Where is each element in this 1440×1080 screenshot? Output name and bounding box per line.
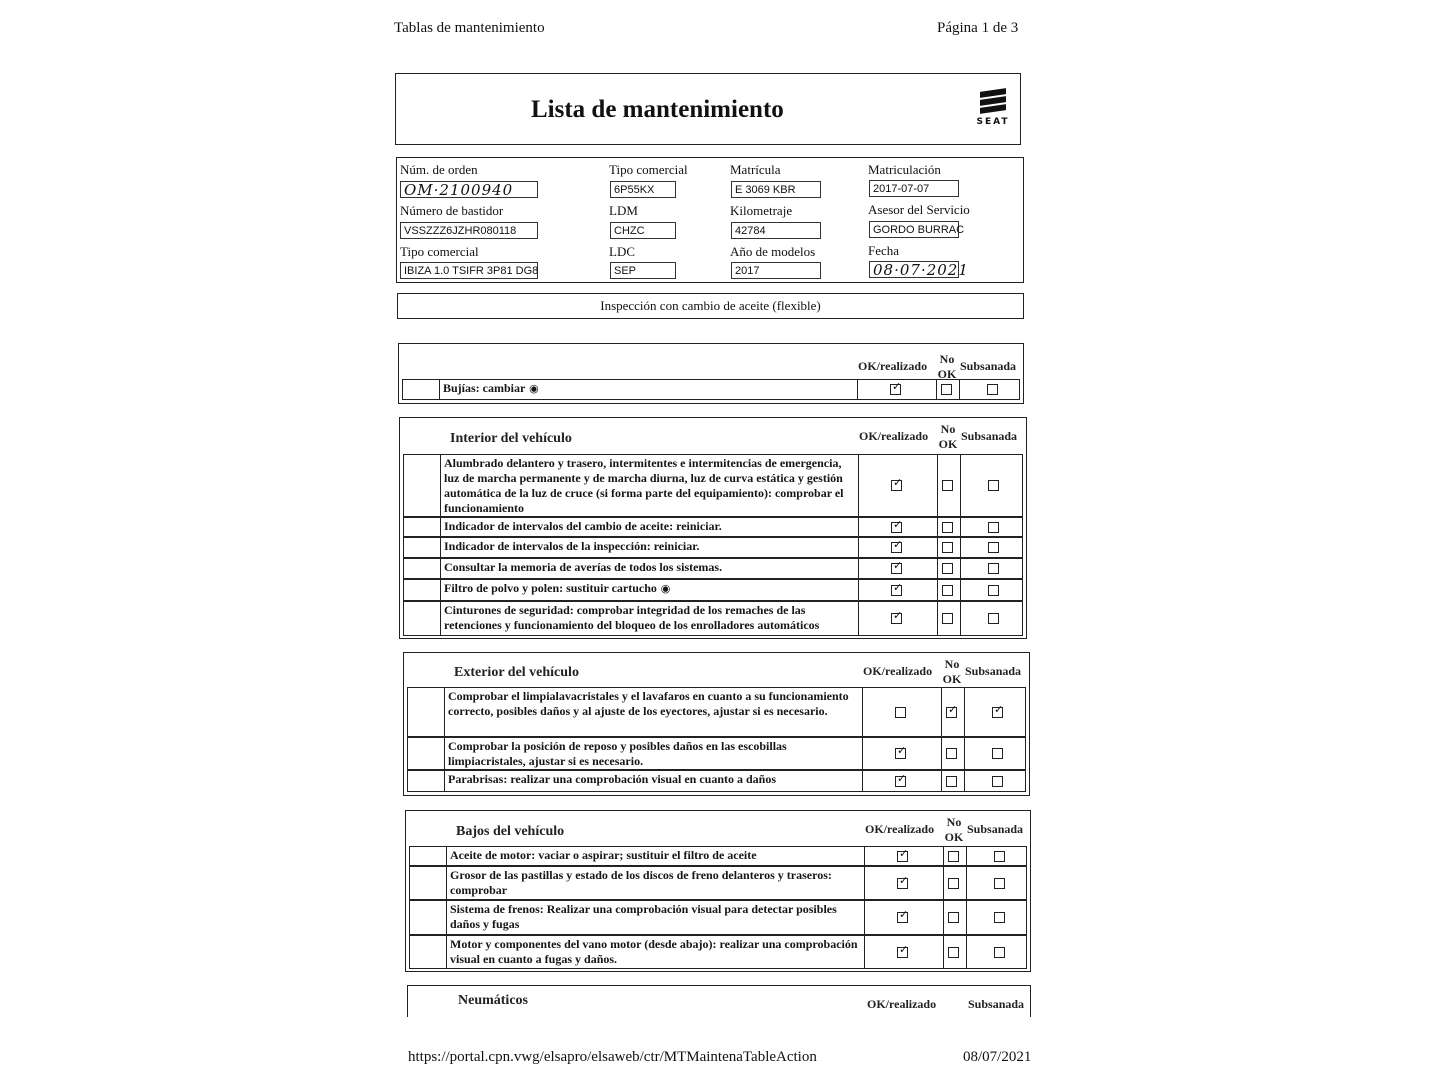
row-text <box>450 937 865 967</box>
sub-checkbox[interactable] <box>994 851 1005 862</box>
column-divider <box>937 580 938 600</box>
row-text <box>450 868 865 898</box>
column-divider <box>858 455 859 516</box>
check-mark-icon: ✓ <box>899 908 909 921</box>
nok-checkbox[interactable] <box>942 563 953 574</box>
checklist-row <box>409 846 1027 866</box>
column-divider <box>960 455 961 516</box>
anio-label: Año de modelos <box>730 244 816 259</box>
column-divider <box>864 847 865 865</box>
check-mark-icon: ✓ <box>994 703 1004 716</box>
footer-url[interactable]: https://portal.cpn.vwg/elsapro/elsaweb/ctr/MTMaintenaTableAction <box>408 1049 817 1065</box>
checklist-row <box>403 601 1023 636</box>
column-divider <box>862 738 863 769</box>
nok-checkbox[interactable] <box>948 912 959 923</box>
sub-checkbox[interactable] <box>988 613 999 624</box>
column-divider <box>936 380 937 399</box>
column-divider <box>960 559 961 578</box>
row-text <box>450 902 865 932</box>
ok-checkbox[interactable] <box>891 609 903 624</box>
row-text <box>444 456 859 516</box>
col-sub-header: Subsanada <box>961 429 1018 443</box>
column-divider <box>862 688 863 736</box>
section-bujias <box>398 343 1024 404</box>
column-divider <box>943 901 944 934</box>
nok-checkbox[interactable] <box>948 947 959 958</box>
bastidor-label: Número de bastidor <box>400 203 504 218</box>
row-marker-cell <box>410 901 447 934</box>
section-title: Exterior del vehículo <box>454 665 579 680</box>
matricula-field[interactable]: E 3069 KBR <box>731 181 821 198</box>
row-label: Cinturones de seguridad: comprobar integridad de los remaches de las retenciones y funcionamiento del bloqueo de los enrolladores automáticos <box>444 603 820 632</box>
row-marker-cell <box>404 580 441 600</box>
page-header-title: Tablas de mantenimiento <box>394 20 545 36</box>
column-divider <box>941 771 942 791</box>
column-divider <box>966 847 967 865</box>
row-marker-cell <box>404 559 441 578</box>
row-label: Comprobar el limpialavacristales y el lavafaros en cuanto a su funcionamiento correcto, posibles daños y al ajuste de los eyectores, ajustar si es necesario. <box>448 689 849 718</box>
nok-checkbox[interactable] <box>948 851 959 862</box>
sub-checkbox[interactable] <box>994 947 1005 958</box>
check-mark-icon: ✓ <box>892 380 902 393</box>
column-divider <box>960 518 961 536</box>
checklist-row <box>409 935 1027 969</box>
tipo-comercial-label: Tipo comercial <box>609 162 688 177</box>
checklist-row <box>403 558 1023 579</box>
checklist-row <box>403 517 1023 537</box>
col-ok-header: OK/realizado <box>867 997 937 1011</box>
sub-checkbox[interactable] <box>988 522 999 533</box>
asesor-field[interactable]: GORDO BURRAC <box>869 221 959 238</box>
check-mark-icon: ✓ <box>899 874 909 887</box>
column-divider <box>943 847 944 865</box>
nok-checkbox[interactable] <box>946 776 957 787</box>
ok-checkbox[interactable] <box>895 772 907 787</box>
column-divider <box>864 867 865 899</box>
col-nok-line1: No <box>944 657 960 671</box>
column-divider <box>941 688 942 736</box>
orden-label: Núm. de orden <box>400 162 478 177</box>
column-divider <box>858 580 859 600</box>
col-ok-header: OK/realizado <box>863 664 933 678</box>
checklist-row <box>407 687 1026 737</box>
column-divider <box>943 936 944 968</box>
section-title: Neumáticos <box>458 993 528 1008</box>
col-nok-header <box>943 816 965 844</box>
dot-icon: ◉ <box>525 382 539 395</box>
sub-checkbox[interactable] <box>988 542 999 553</box>
check-mark-icon: ✓ <box>893 476 903 489</box>
ok-checkbox[interactable] <box>897 847 909 862</box>
column-divider <box>937 518 938 536</box>
dot-icon: ◉ <box>656 582 671 595</box>
check-mark-icon: ✓ <box>893 559 903 572</box>
checklist-row <box>409 866 1027 900</box>
column-divider <box>966 901 967 934</box>
column-divider <box>959 380 960 399</box>
ok-checkbox[interactable] <box>891 518 903 533</box>
ldm-label: LDM <box>609 203 638 218</box>
check-mark-icon: ✓ <box>893 581 903 594</box>
ok-checkbox[interactable] <box>897 908 909 923</box>
ok-checkbox[interactable] <box>891 581 903 596</box>
column-divider <box>966 867 967 899</box>
page-number: Página 1 de 3 <box>937 20 1019 36</box>
column-divider <box>960 580 961 600</box>
checklist-row <box>402 379 1020 400</box>
column-divider <box>858 538 859 557</box>
section-title: Bajos del vehículo <box>456 824 565 839</box>
fecha-label: Fecha <box>868 243 900 258</box>
col-sub-header: Subsanada <box>967 822 1024 836</box>
check-mark-icon: ✓ <box>948 703 958 716</box>
title-box <box>395 73 1021 145</box>
col-nok-header <box>941 658 963 686</box>
col-nok-line2: OK <box>942 672 962 686</box>
nok-checkbox[interactable] <box>942 542 953 553</box>
nok-checkbox[interactable] <box>946 748 957 759</box>
col-nok-header <box>937 423 959 451</box>
ldc-field[interactable]: SEP <box>610 262 676 279</box>
sub-checkbox[interactable] <box>994 912 1005 923</box>
column-divider <box>937 559 938 578</box>
sub-checkbox[interactable] <box>994 878 1005 889</box>
document-title: Lista de mantenimiento <box>531 96 784 123</box>
row-marker-cell <box>410 936 447 968</box>
column-divider <box>964 771 965 791</box>
section-title: Interior del vehículo <box>450 431 572 446</box>
inspection-type: Inspección con cambio de aceite (flexible) <box>397 293 1024 319</box>
section-bajos-del-veh-culo <box>405 810 1031 972</box>
section-neum-ticos <box>407 985 1031 1017</box>
ldc-label: LDC <box>609 244 635 259</box>
ldm-field[interactable]: CHZC <box>610 222 676 239</box>
ok-checkbox[interactable] <box>895 744 907 759</box>
sub-checkbox[interactable] <box>992 748 1003 759</box>
row-label: Sistema de frenos: Realizar una comprobación visual para detectar posibles daños y fugas <box>450 902 837 931</box>
column-divider <box>937 538 938 557</box>
checklist-row <box>403 454 1023 517</box>
check-mark-icon: ✓ <box>893 538 903 551</box>
row-label: Motor y componentes del vano motor (desde abajo): realizar una comprobación visual en cuanto a fugas y daños. <box>450 937 858 966</box>
column-divider <box>937 455 938 516</box>
matriculacion-label: Matriculación <box>868 162 941 177</box>
column-divider <box>943 867 944 899</box>
row-label: Aceite de motor: vaciar o aspirar; sustituir el filtro de aceite <box>450 848 757 862</box>
section-exterior-del-veh-culo <box>403 652 1030 796</box>
asesor-label: Asesor del Servicio <box>868 202 970 217</box>
row-marker-cell <box>408 771 445 791</box>
seat-logo-icon <box>971 88 1015 127</box>
check-mark-icon: ✓ <box>893 518 903 531</box>
nok-checkbox[interactable] <box>942 522 953 533</box>
row-marker-cell <box>410 847 447 865</box>
row-label: Alumbrado delantero y trasero, intermitentes e intermitencias de emergencia, luz de marcha permanente y de marcha diurna, luz de curva estática y gestión automática de la luz de cruce (si forma parte del equipamiento): comprobar el funcionamiento <box>444 456 844 515</box>
tipo-comercial-2-label: Tipo comercial <box>400 244 479 259</box>
row-label: Filtro de polvo y polen: sustituir cartucho <box>444 581 657 595</box>
nok-checkbox[interactable] <box>942 613 953 624</box>
check-mark-icon: ✓ <box>897 772 907 785</box>
row-marker-cell <box>408 738 445 769</box>
sub-checkbox[interactable] <box>988 480 999 491</box>
fecha-field[interactable]: 08·07·2021 <box>869 261 959 278</box>
row-text <box>444 560 859 575</box>
column-divider <box>858 559 859 578</box>
row-marker-cell <box>403 380 440 399</box>
row-text <box>444 581 859 596</box>
column-divider <box>941 738 942 769</box>
row-marker-cell <box>404 538 441 557</box>
row-text <box>450 848 865 863</box>
column-divider <box>960 602 961 635</box>
tipo-comercial-field[interactable]: 6P55KX <box>610 181 676 198</box>
nok-checkbox[interactable] <box>942 480 953 491</box>
col-nok-line2: OK <box>937 367 957 381</box>
row-label: Parabrisas: realizar una comprobación visual en cuanto a daños <box>448 772 777 786</box>
column-divider <box>858 518 859 536</box>
ok-checkbox[interactable] <box>897 943 909 958</box>
logo-wordmark: SEAT <box>976 117 1010 127</box>
checklist-row <box>403 579 1023 601</box>
column-divider <box>937 602 938 635</box>
check-mark-icon: ✓ <box>899 847 909 860</box>
row-marker-cell <box>404 602 441 635</box>
column-divider <box>964 688 965 736</box>
anio-field[interactable]: 2017 <box>731 262 821 279</box>
sub-checkbox[interactable] <box>988 563 999 574</box>
row-marker-cell <box>410 867 447 899</box>
row-text <box>444 539 859 554</box>
row-text <box>444 603 859 633</box>
checklist-row <box>407 770 1026 792</box>
checklist-row <box>403 537 1023 558</box>
matricula-label: Matrícula <box>730 162 781 177</box>
column-divider <box>864 901 865 934</box>
orden-field[interactable]: OM·2100940 <box>400 181 538 198</box>
col-sub-header: Subsanada <box>965 664 1022 678</box>
row-marker-cell <box>404 455 441 516</box>
col-ok-header: OK/realizado <box>859 429 929 443</box>
checklist-row <box>409 900 1027 935</box>
column-divider <box>858 602 859 635</box>
col-nok-line1: No <box>939 352 955 366</box>
checklist-row <box>407 737 1026 770</box>
col-nok-line1: No <box>946 815 962 829</box>
nok-checkbox[interactable] <box>942 585 953 596</box>
nok-checkbox[interactable] <box>946 703 958 718</box>
col-nok-line2: OK <box>938 437 958 451</box>
vehicle-info-panel <box>396 157 1024 283</box>
check-mark-icon: ✓ <box>897 744 907 757</box>
ok-checkbox[interactable] <box>890 380 902 395</box>
row-label: Indicador de intervalos de la inspección: reiniciar. <box>444 539 700 553</box>
row-text <box>448 739 863 769</box>
sub-checkbox[interactable] <box>992 776 1003 787</box>
col-sub-header: Subsanada <box>968 997 1025 1011</box>
column-divider <box>857 380 858 399</box>
row-label: Grosor de las pastillas y estado de los discos de freno delanteros y traseros: comprobar <box>450 868 832 897</box>
row-label: Indicador de intervalos del cambio de aceite: reiniciar. <box>444 519 722 533</box>
row-label: Bujías: cambiar <box>443 381 526 395</box>
row-text <box>448 772 863 787</box>
col-nok-line2: OK <box>944 830 964 844</box>
kilometraje-label: Kilometraje <box>730 203 793 218</box>
footer-date: 08/07/2021 <box>963 1049 1032 1065</box>
column-divider <box>864 936 865 968</box>
bastidor-field[interactable]: VSSZZZ6JZHR080118 <box>400 222 538 239</box>
col-ok-header: OK/realizado <box>858 359 928 373</box>
column-divider <box>964 738 965 769</box>
sub-checkbox[interactable] <box>987 384 998 395</box>
ok-checkbox[interactable] <box>891 538 903 553</box>
row-text <box>448 689 863 719</box>
sub-checkbox[interactable] <box>988 585 999 596</box>
nok-checkbox[interactable] <box>941 384 952 395</box>
check-mark-icon: ✓ <box>899 943 909 956</box>
row-marker-cell <box>404 518 441 536</box>
row-text <box>444 519 859 534</box>
column-divider <box>862 771 863 791</box>
sub-checkbox[interactable] <box>992 703 1004 718</box>
column-divider <box>966 936 967 968</box>
ok-checkbox[interactable] <box>897 874 909 889</box>
section-interior-del-veh-culo <box>399 417 1027 639</box>
col-nok-line1: No <box>940 422 956 436</box>
column-divider <box>960 538 961 557</box>
kilometraje-field[interactable]: 42784 <box>731 222 821 239</box>
ok-checkbox[interactable] <box>895 707 906 718</box>
row-text <box>443 381 858 396</box>
row-marker-cell <box>408 688 445 736</box>
matriculacion-field[interactable]: 2017-07-07 <box>869 180 959 197</box>
ok-checkbox[interactable] <box>891 476 903 491</box>
check-mark-icon: ✓ <box>893 609 903 622</box>
ok-checkbox[interactable] <box>891 559 903 574</box>
col-ok-header: OK/realizado <box>865 822 935 836</box>
col-sub-header: Subsanada <box>960 359 1017 373</box>
col-nok-header <box>936 353 958 381</box>
row-label: Comprobar la posición de reposo y posibles daños en las escobillas limpiacristales, ajustar si es necesario. <box>448 739 787 768</box>
tipo-comercial-2-field[interactable]: IBIZA 1.0 TSIFR 3P81 DG8 <box>400 262 538 279</box>
nok-checkbox[interactable] <box>948 878 959 889</box>
row-label: Consultar la memoria de averías de todos los sistemas. <box>444 560 723 574</box>
